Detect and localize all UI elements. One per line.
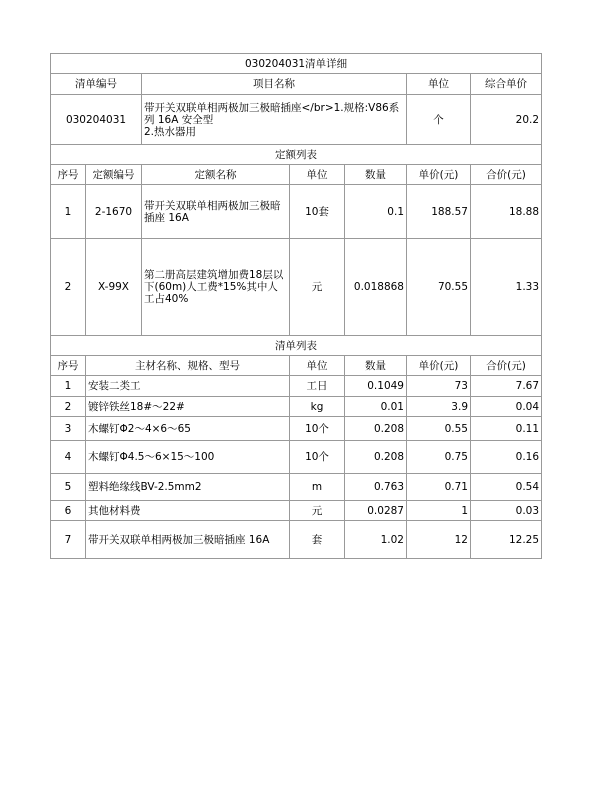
materials-name: 安装二类工 bbox=[86, 376, 290, 397]
materials-total: 0.16 bbox=[471, 441, 542, 474]
quota-price: 188.57 bbox=[407, 185, 471, 239]
materials-header-row bbox=[51, 356, 542, 376]
materials-qty: 0.763 bbox=[345, 474, 407, 501]
summary-row bbox=[51, 95, 542, 145]
materials-price: 0.55 bbox=[407, 417, 471, 441]
materials-row bbox=[51, 501, 542, 521]
materials-total: 0.54 bbox=[471, 474, 542, 501]
materials-price: 0.71 bbox=[407, 474, 471, 501]
quota-header-name: 定额名称 bbox=[142, 165, 290, 185]
materials-price: 3.9 bbox=[407, 397, 471, 417]
materials-no: 4 bbox=[51, 441, 86, 474]
materials-total: 0.11 bbox=[471, 417, 542, 441]
materials-header-unit: 单位 bbox=[290, 356, 345, 376]
quota-qty: 0.018868 bbox=[345, 239, 407, 336]
quota-header-unit: 单位 bbox=[290, 165, 345, 185]
quota-row bbox=[51, 185, 542, 239]
materials-row bbox=[51, 397, 542, 417]
materials-qty: 0.208 bbox=[345, 417, 407, 441]
quota-header-price: 单价(元) bbox=[407, 165, 471, 185]
materials-unit: m bbox=[290, 474, 345, 501]
materials-total: 0.04 bbox=[471, 397, 542, 417]
materials-price: 73 bbox=[407, 376, 471, 397]
summary-code: 030204031 bbox=[51, 95, 142, 145]
materials-price: 0.75 bbox=[407, 441, 471, 474]
materials-name: 镀锌铁丝18#～22# bbox=[86, 397, 290, 417]
quota-code: X-99X bbox=[86, 239, 142, 336]
materials-qty: 0.208 bbox=[345, 441, 407, 474]
quota-total: 1.33 bbox=[471, 239, 542, 336]
quota-price: 70.55 bbox=[407, 239, 471, 336]
summary-item-name: 带开关双联单相两极加三极暗插座</br>1.规格:V86系列 16A 安全型 2.热水器用 bbox=[142, 95, 407, 145]
materials-name: 木螺钉Φ2～4×6～65 bbox=[86, 417, 290, 441]
materials-name: 其他材料费 bbox=[86, 501, 290, 521]
materials-unit: 10个 bbox=[290, 441, 345, 474]
materials-unit: 套 bbox=[290, 521, 345, 559]
materials-header-price: 单价(元) bbox=[407, 356, 471, 376]
quota-row bbox=[51, 239, 542, 336]
bill-detail-table bbox=[50, 53, 542, 559]
materials-no: 2 bbox=[51, 397, 86, 417]
materials-unit: kg bbox=[290, 397, 345, 417]
materials-unit: 10个 bbox=[290, 417, 345, 441]
materials-header-no: 序号 bbox=[51, 356, 86, 376]
materials-name: 木螺钉Φ4.5～6×15～100 bbox=[86, 441, 290, 474]
page-title: 030204031清单详细 bbox=[51, 54, 542, 74]
materials-qty: 1.02 bbox=[345, 521, 407, 559]
materials-row bbox=[51, 474, 542, 501]
materials-header-name: 主材名称、规格、型号 bbox=[86, 356, 290, 376]
materials-total: 0.03 bbox=[471, 501, 542, 521]
materials-no: 3 bbox=[51, 417, 86, 441]
quota-qty: 0.1 bbox=[345, 185, 407, 239]
materials-row bbox=[51, 441, 542, 474]
summary-price: 20.2 bbox=[471, 95, 542, 145]
materials-section-title: 清单列表 bbox=[51, 336, 542, 356]
summary-unit: 个 bbox=[407, 95, 471, 145]
materials-name: 塑料绝缘线BV-2.5mm2 bbox=[86, 474, 290, 501]
materials-price: 1 bbox=[407, 501, 471, 521]
materials-qty: 0.01 bbox=[345, 397, 407, 417]
quota-name: 带开关双联单相两极加三极暗插座 16A bbox=[142, 185, 290, 239]
materials-no: 6 bbox=[51, 501, 86, 521]
materials-name: 带开关双联单相两极加三极暗插座 16A bbox=[86, 521, 290, 559]
summary-header-price: 综合单价 bbox=[471, 74, 542, 95]
quota-no: 1 bbox=[51, 185, 86, 239]
summary-header-name: 项目名称 bbox=[142, 74, 407, 95]
materials-row bbox=[51, 417, 542, 441]
materials-unit: 元 bbox=[290, 501, 345, 521]
materials-total: 7.67 bbox=[471, 376, 542, 397]
quota-header-qty: 数量 bbox=[345, 165, 407, 185]
quota-name: 第二册高层建筑增加费18层以下(60m)人工费*15%其中人工占40% bbox=[142, 239, 290, 336]
quota-section-title: 定额列表 bbox=[51, 145, 542, 165]
materials-unit: 工日 bbox=[290, 376, 345, 397]
materials-no: 7 bbox=[51, 521, 86, 559]
quota-no: 2 bbox=[51, 239, 86, 336]
materials-qty: 0.0287 bbox=[345, 501, 407, 521]
quota-total: 18.88 bbox=[471, 185, 542, 239]
quota-header-no: 序号 bbox=[51, 165, 86, 185]
materials-no: 5 bbox=[51, 474, 86, 501]
materials-row bbox=[51, 376, 542, 397]
materials-no: 1 bbox=[51, 376, 86, 397]
materials-total: 12.25 bbox=[471, 521, 542, 559]
materials-header-total: 合价(元) bbox=[471, 356, 542, 376]
materials-row bbox=[51, 521, 542, 559]
quota-header-code: 定额编号 bbox=[86, 165, 142, 185]
quota-header-total: 合价(元) bbox=[471, 165, 542, 185]
materials-header-qty: 数量 bbox=[345, 356, 407, 376]
summary-header-code: 清单编号 bbox=[51, 74, 142, 95]
materials-price: 12 bbox=[407, 521, 471, 559]
quota-unit: 10套 bbox=[290, 185, 345, 239]
quota-code: 2-1670 bbox=[86, 185, 142, 239]
summary-header-row bbox=[51, 74, 542, 95]
summary-header-unit: 单位 bbox=[407, 74, 471, 95]
quota-unit: 元 bbox=[290, 239, 345, 336]
quota-header-row bbox=[51, 165, 542, 185]
materials-qty: 0.1049 bbox=[345, 376, 407, 397]
